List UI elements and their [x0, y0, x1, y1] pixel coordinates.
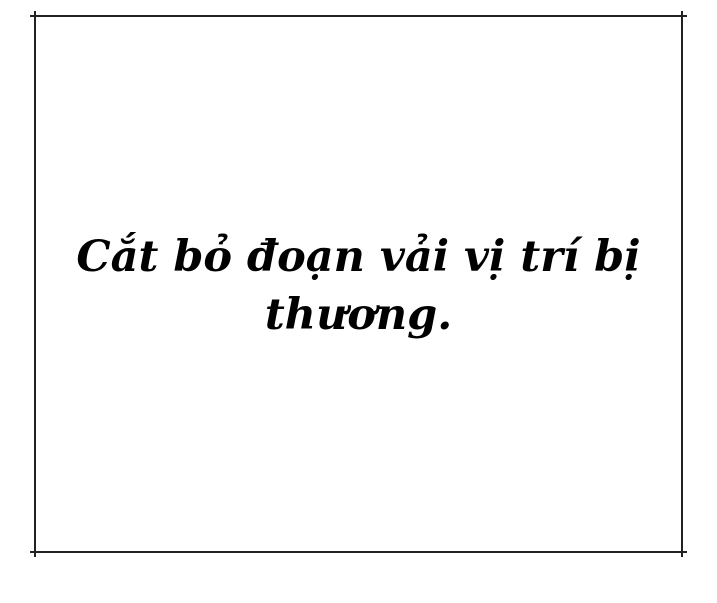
corner-tick-bottom-left-vertical — [34, 549, 36, 557]
corner-tick-top-left-vertical — [34, 11, 36, 19]
instruction-line-1: Cắt bỏ đoạn vải vị trí bị — [76, 232, 641, 282]
instruction-text — [34, 228, 683, 344]
instruction-line-2: thương. — [264, 290, 453, 340]
corner-tick-top-right-vertical — [681, 11, 683, 19]
corner-tick-bottom-right-vertical — [681, 549, 683, 557]
